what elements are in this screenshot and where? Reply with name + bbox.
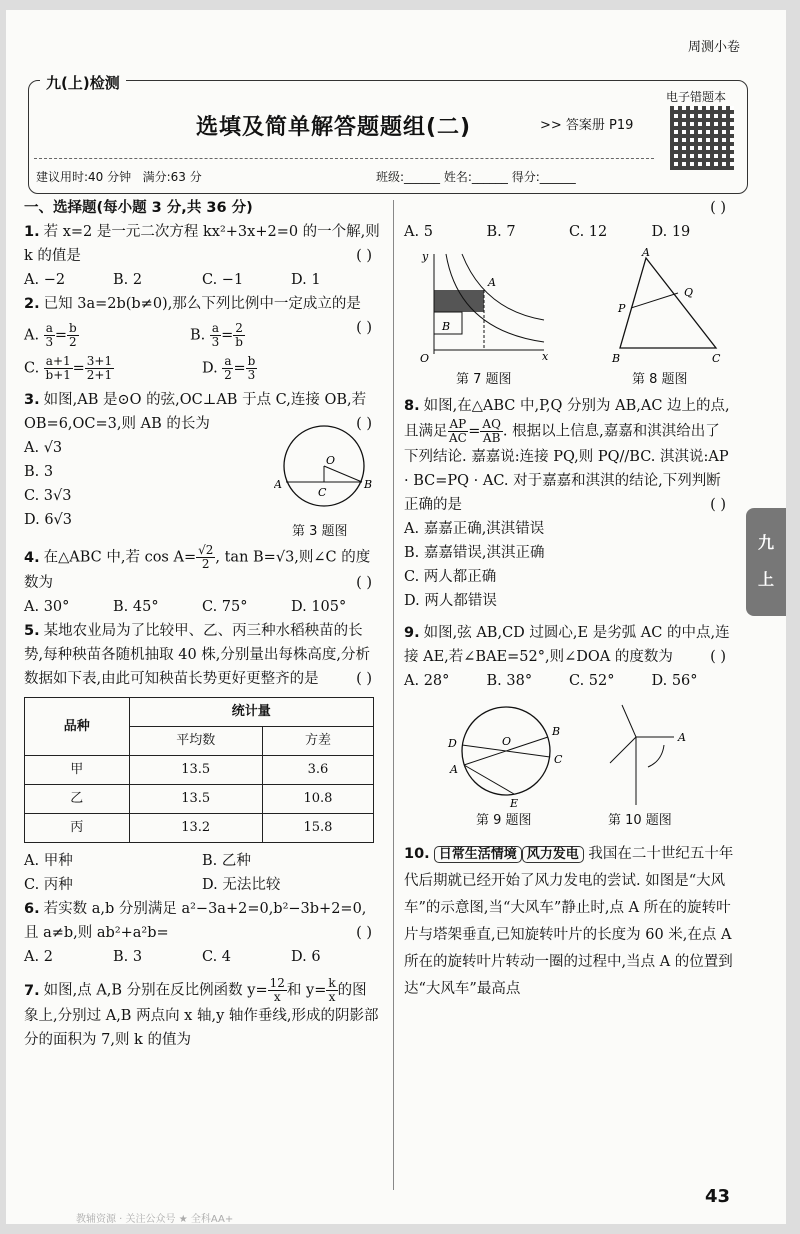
- column-divider: [393, 200, 394, 1190]
- right-column: [404, 196, 734, 1003]
- q1-options: A. −2 B. 2 C. −1 D. 1: [24, 272, 321, 288]
- question-9: 9. 如图,弦 AB,CD 过圆心,E 是劣弧 AC 的中点,连接 AE,若∠BAE=52°,则∠DOA 的度数为 ( ): [404, 625, 730, 665]
- svg-text:O: O: [420, 352, 430, 362]
- svg-text:B: B: [612, 352, 621, 364]
- svg-text:A: A: [488, 276, 496, 289]
- q3-option-c: C. 3√3: [24, 488, 72, 504]
- q9-options: A. 28° B. 38° C. 52° D. 56°: [404, 673, 698, 689]
- q2-options-ab: A. $\frac{a}{3}$ = $\frac{b}{2}$ B. $\frac{a}{3}$ = $\frac{2}{b}$: [24, 321, 243, 349]
- svg-text:O: O: [326, 454, 336, 467]
- question-4: 4. 在△ABC 中,若 cos A= $\frac{√2}{2}$ , tan B=√3,则∠C 的度数为 ( ): [24, 543, 372, 591]
- question-6: 6. 若实数 a,b 分别满足 a²−3a+2=0,b²−3b+2=0,且 a≠b,则 ab²+a²b= ( ): [24, 901, 372, 941]
- svg-text:P: P: [618, 302, 626, 315]
- context-tag: 日常生活情境: [434, 846, 522, 863]
- svg-text:C: C: [712, 352, 721, 364]
- svg-text:A: A: [274, 478, 282, 491]
- q9-caption: 第 9 题图: [476, 813, 532, 828]
- question-10: 10. 日常生活情境 风力发电 我国在二十世纪五十年代后期就已经开始了风力发电的尝试. 如图是“大风车”的示意图,当“大风车”静止时,点 A 所在的旋转叶片与塔架垂直,已知旋转叶片的长度为 60 米,在点 A 所在的旋转叶片转动一圈的过程中,当点 A 的位置到达“大风车”最高点: [404, 846, 734, 997]
- grade-side-tab: 九 上: [746, 508, 786, 616]
- svg-text:D: D: [448, 737, 457, 750]
- page-number: 43: [704, 1186, 730, 1207]
- question-8: 8. 如图,在△ABC 中,P,Q 分别为 AB,AC 边上的点,且满足 $\frac{AP}{AC}$ = $\frac{AQ}{AB}$ . 根据以上信息,嘉嘉和淇淇给出了下列结论. 嘉嘉说:连接 PQ,则 PQ//BC. 淇淇说:AP · BC=PQ · AC. 对于嘉嘉和淇淇的结论,下列判断正确的是 ( ): [404, 398, 730, 513]
- section-heading: 一、选择题(每小题 3 分,共 36 分): [24, 200, 253, 216]
- topic-tag: 风力发电: [522, 846, 584, 863]
- svg-text:x: x: [542, 350, 549, 362]
- footer-watermark: 教辅资源 · 关注公众号 ★ 全科AA+: [76, 1214, 234, 1225]
- qr-code-icon: [670, 106, 734, 170]
- divider: [34, 158, 654, 159]
- q8-caption: 第 8 题图: [632, 372, 688, 387]
- svg-text:C: C: [318, 486, 327, 499]
- table-row: 丙 13.2 15.8: [25, 814, 374, 843]
- q6-options: A. 2 B. 3 C. 4 D. 6: [24, 949, 321, 965]
- table-row: 甲 13.5 3.6: [25, 756, 374, 785]
- full-score: 满分:63 分: [142, 170, 202, 184]
- svg-text:C: C: [554, 753, 563, 766]
- q7-graph-figure: [414, 250, 554, 362]
- svg-text:B: B: [442, 320, 451, 333]
- svg-text:A: A: [642, 248, 650, 259]
- q7-paren: ( ): [710, 200, 726, 216]
- svg-text:A: A: [450, 763, 458, 776]
- table-row: 乙 13.5 10.8: [25, 785, 374, 814]
- q5-options-ab: A. 甲种 B. 乙种: [24, 853, 251, 869]
- q8-option-a: A. 嘉嘉正确,淇淇错误: [404, 521, 545, 537]
- page-title: 选填及简单解答题题组(二): [196, 115, 472, 140]
- svg-text:B: B: [364, 478, 373, 491]
- q5-options-cd: C. 丙种 D. 无法比较: [24, 877, 281, 893]
- q7-q8-figures: [404, 244, 734, 394]
- answer-reference: >> 答案册 P19: [540, 118, 634, 133]
- q10-caption: 第 10 题图: [608, 813, 672, 828]
- q7-options: A. 5 B. 7 C. 12 D. 19: [404, 224, 691, 240]
- q9-q10-figures: [404, 693, 734, 829]
- question-7: 7. 如图,点 A,B 分别在反比例函数 y= $\frac{12}{x}$ 和 y= $\frac{k}{x}$ 的图象上,分别过 A,B 两点向 x 轴,y 轴作垂线,形成的阴影部分的面积为 7,则 k 的值为: [24, 976, 379, 1048]
- svg-text:A: A: [678, 731, 686, 744]
- q3-circle-figure: [274, 422, 374, 518]
- svg-text:E: E: [510, 797, 519, 809]
- q10-windmill-figure: [600, 701, 720, 809]
- svg-text:y: y: [422, 250, 429, 263]
- q9-circle-figure: [444, 701, 574, 809]
- svg-text:O: O: [502, 735, 512, 748]
- section-name: 九(上)检测: [40, 72, 126, 93]
- left-column: [24, 196, 380, 1052]
- q3-block: [24, 436, 380, 540]
- q3-caption: 第 3 题图: [292, 524, 348, 539]
- q3-option-a: A. √3: [24, 440, 63, 456]
- svg-text:B: B: [552, 725, 561, 738]
- svg-text:Q: Q: [684, 286, 694, 299]
- qr-label: 电子错题本: [666, 90, 727, 104]
- question-5: 5. 某地农业局为了比较甲、乙、丙三种水稻秧苗的长势,每种秧苗各随机抽取 40 株,分别量出每株高度,分析数据如下表,由此可知秧苗长势更好更整齐的是 ( ): [24, 623, 372, 687]
- question-1: 1. 若 x=2 是一元二次方程 kx²+3x+2=0 的一个解,则 k 的值是 ( ): [24, 224, 380, 264]
- suggested-time: 建议用时:40 分钟: [36, 170, 132, 184]
- question-3: 3. 如图,AB 是⊙O 的弦,OC⊥AB 于点 C,连接 OB,若 OB=6,OC=3,则 AB 的长为 ( ): [24, 392, 372, 432]
- q5-table: 品种 统计量 平均数 方差 甲 13.5 3.6 乙 13.5 10.8 丙 13.2 15.8: [24, 697, 374, 843]
- q3-option-d: D. 6√3: [24, 512, 73, 528]
- q8-triangle-figure: [600, 248, 730, 364]
- header-tag: 周测小卷: [687, 40, 740, 55]
- q2-options-cd: C. $\frac{a+1}{b+1}$ = $\frac{3+1}{2+1}$ D. $\frac{a}{2}$ = $\frac{b}{3}$: [24, 354, 256, 382]
- q8-option-c: C. 两人都正确: [404, 569, 497, 585]
- q8-option-d: D. 两人都错误: [404, 593, 497, 609]
- q4-options: A. 30° B. 45° C. 75° D. 105°: [24, 599, 347, 615]
- question-2: 2. 已知 3a=2b(b≠0),那么下列比例中一定成立的是 ( ): [24, 296, 372, 336]
- q3-option-b: B. 3: [24, 464, 54, 480]
- q8-option-b: B. 嘉嘉错误,淇淇正确: [404, 545, 545, 561]
- student-fields: 班级:______ 姓名:______ 得分:______: [376, 170, 576, 184]
- q7-caption: 第 7 题图: [456, 372, 512, 387]
- worksheet-page: [6, 10, 786, 1224]
- time-score: [36, 168, 202, 185]
